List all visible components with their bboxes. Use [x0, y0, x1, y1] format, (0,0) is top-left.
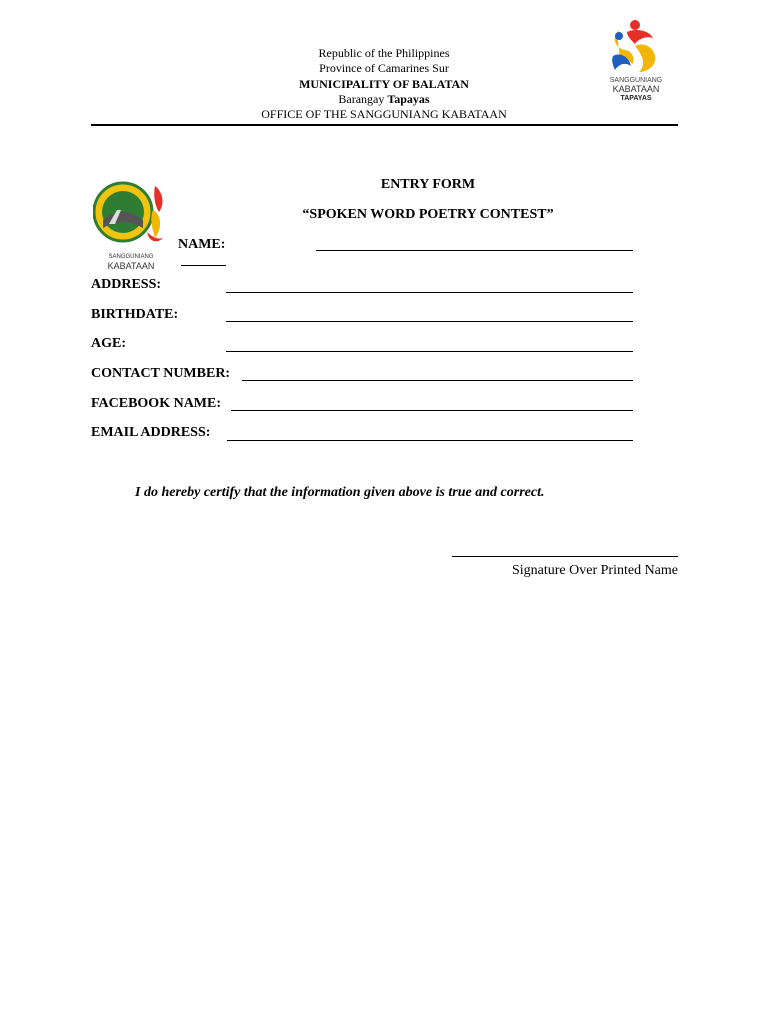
sk-tapayas-logo	[605, 16, 667, 106]
logo-right-line1: SANGGUNIANG	[609, 77, 663, 84]
signature-line	[452, 556, 678, 557]
address-label: ADDRESS:	[91, 277, 162, 292]
form-title: ENTRY FORM	[380, 177, 476, 192]
name-line	[316, 250, 633, 251]
email-address-line	[227, 440, 633, 441]
logo-right-line3: TAPAYAS	[620, 95, 652, 102]
barangay-seal-logo	[93, 180, 171, 272]
header-office: OFFICE OF THE SANGGUNIANG KABATAAN	[261, 107, 507, 121]
header-rule	[91, 124, 678, 126]
form-subtitle: “SPOKEN WORD POETRY CONTEST”	[302, 207, 554, 222]
barangay-prefix: Barangay	[338, 92, 388, 106]
email-address-label: EMAIL ADDRESS:	[91, 425, 211, 440]
facebook-name-line	[231, 410, 633, 411]
address-line	[226, 292, 633, 293]
contact-number-label: CONTACT NUMBER:	[91, 366, 231, 381]
signature-label: Signature Over Printed Name	[511, 563, 678, 578]
header-republic: Republic of the Philippines	[318, 46, 450, 60]
contact-number-line	[242, 380, 633, 381]
age-label: AGE:	[91, 336, 126, 351]
logo-right-line2: KABATAAN	[612, 84, 660, 94]
birthdate-label: BIRTHDATE:	[91, 307, 179, 322]
birthdate-line	[226, 321, 633, 322]
name-line-short	[181, 265, 226, 266]
barangay-name: Tapayas	[387, 92, 430, 106]
facebook-name-label: FACEBOOK NAME:	[91, 396, 222, 411]
header-municipality: MUNICIPALITY OF BALATAN	[299, 77, 469, 91]
header-province: Province of Camarines Sur	[319, 61, 449, 75]
logo-left-line2: KABATAAN	[107, 261, 155, 271]
logo-left-line1: SANGGUNIANG	[108, 254, 154, 260]
name-label: NAME:	[178, 237, 226, 252]
certification-text: I do hereby certify that the information given above is true and correct.	[135, 485, 545, 500]
sk-emblem-icon	[605, 16, 667, 76]
age-line	[226, 351, 633, 352]
